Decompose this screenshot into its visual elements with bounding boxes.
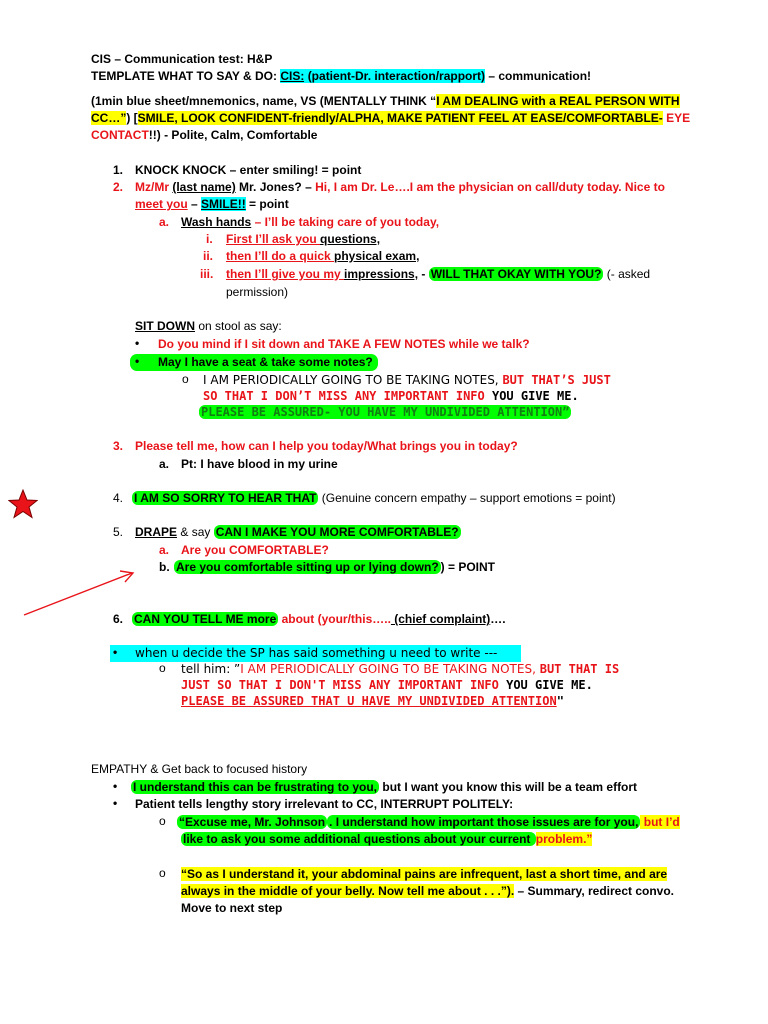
item-2ii-text: then I’ll do a quick physical exam,	[226, 249, 420, 263]
smile-line: CC…”) [SMILE, LOOK CONFIDENT-friendly/ALPHA, MAKE PATIENT FEEL AT EASE/COMFORTABLE- EYE	[91, 111, 691, 125]
item-5a-mark: a.	[159, 543, 170, 557]
item-5-text: DRAPE & say CAN I MAKE YOU MORE COMFORTABLE?	[135, 525, 459, 539]
item-3a-text: Pt: I have blood in my urine	[181, 457, 338, 471]
template-line: TEMPLATE WHAT TO SAY & DO: CIS: (patient-Dr. interaction/rapport) – communication!	[91, 69, 592, 83]
star-icon	[8, 489, 38, 519]
item-1-text: KNOCK KNOCK – enter smiling! = point	[135, 163, 362, 177]
item-2iii-permission: permission)	[226, 285, 289, 299]
item-6-text: CAN YOU TELL ME more about (your/this….. (chief complaint)….	[134, 612, 506, 626]
item-4-text: I AM SO SORRY TO HEAR THAT (Genuine concern empathy – support emotions = point)	[134, 491, 616, 505]
sit-down-line: SIT DOWN on stool as say:	[135, 319, 282, 333]
item-3a-mark: a.	[159, 457, 170, 471]
bullet-mark: •	[135, 354, 140, 368]
sit-bullet-2: May I have a seat & take some notes?	[158, 355, 373, 369]
item-5b-mark: b.	[159, 560, 170, 574]
sit-notes-line1: I AM PERIODICALLY GOING TO BE TAKING NOTES, BUT THAT’S JUST	[203, 373, 611, 387]
empathy-bullet-2: Patient tells lengthy story irrelevant to CC, INTERRUPT POLITELY:	[135, 797, 514, 811]
item-3-number: 3.	[113, 439, 124, 453]
empathy-bullet-1: I understand this can be frustrating to you, but I want you know this will be a team effort	[133, 780, 638, 794]
circle-mark: o	[159, 814, 166, 828]
sp-bullet: when u decide the SP has said something u need to write ---	[135, 646, 498, 660]
bullet-mark: •	[113, 796, 118, 810]
empathy-excuse-line1: “Excuse me, Mr. Johnson . I understand how important those issues are for you, but I’d	[179, 815, 680, 829]
item-2i-mark: i.	[206, 232, 213, 246]
empathy-next-step: Move to next step	[181, 901, 283, 915]
mentally-think-line: (1min blue sheet/mnemonics, name, VS (MENTALLY THINK “I AM DEALING with a REAL PERSON WITH	[91, 94, 680, 108]
item-2ii-mark: ii.	[203, 249, 214, 263]
item-5-number: 5.	[113, 525, 124, 539]
item-4-number: 4.	[113, 491, 124, 505]
item-2iii-text: then I’ll give you my impressions, - WILL THAT OKAY WITH YOU? (- asked	[226, 267, 651, 281]
circle-mark: o	[159, 661, 166, 675]
doc-title: CIS – Communication test: H&P	[91, 52, 273, 66]
empathy-summary-line2: always in the middle of your belly. Now tell me about . . .”). – Summary, redirect convo.	[181, 884, 675, 898]
sit-notes-line2: SO THAT I DON’T MISS ANY IMPORTANT INFO YOU GIVE ME.	[203, 389, 579, 403]
bullet-mark: •	[113, 645, 118, 659]
eye-contact-line: CONTACT!!) - Polite, Calm, Comfortable	[91, 128, 318, 142]
circle-mark: o	[159, 866, 166, 880]
item-5b-text: Are you comfortable sitting up or lying down? ) = POINT	[176, 560, 496, 574]
item-2-line2: meet you – SMILE!! = point	[135, 197, 289, 211]
sp-tell-line2: JUST SO THAT I DON'T MISS ANY IMPORTANT INFO YOU GIVE ME.	[181, 678, 593, 692]
item-2iii-mark: iii.	[200, 267, 214, 281]
empathy-excuse-line2: like to ask you some additional questions about your current problem.”	[183, 832, 593, 846]
sp-tell-line1: tell him: ”I AM PERIODICALLY GOING TO BE TAKING NOTES, BUT THAT IS	[181, 662, 620, 676]
item-2a-text: Wash hands – I’ll be taking care of you today,	[181, 215, 440, 229]
bullet-mark: •	[135, 336, 140, 350]
sit-bullet-1: Do you mind if I sit down and TAKE A FEW NOTES while we talk?	[158, 337, 530, 351]
item-5a-text: Are you COMFORTABLE?	[181, 543, 329, 557]
item-1-number: 1.	[113, 163, 124, 177]
sp-tell-line3: PLEASE BE ASSURED THAT U HAVE MY UNDIVIDED ATTENTION"	[181, 694, 564, 708]
item-2i-text: First I’ll ask you questions,	[226, 232, 381, 246]
empathy-summary-line1: “So as I understand it, your abdominal pains are infrequent, last a short time, and are	[181, 867, 668, 881]
item-2-line1: Mz/Mr (last name) Mr. Jones? – Hi, I am Dr. Le….I am the physician on call/duty today. Nice to	[135, 180, 665, 194]
empathy-title: EMPATHY & Get back to focused history	[91, 762, 308, 776]
sit-notes-line3: PLEASE BE ASSURED- YOU HAVE MY UNDIVIDED ATTENTION”	[201, 405, 570, 419]
circle-mark: o	[182, 372, 189, 386]
item-6-number: 6.	[113, 612, 124, 626]
item-3-text: Please tell me, how can I help you today/What brings you in today?	[135, 439, 518, 453]
item-2a-mark: a.	[159, 215, 170, 229]
item-2-number: 2.	[113, 180, 124, 194]
bullet-mark: •	[113, 779, 118, 793]
